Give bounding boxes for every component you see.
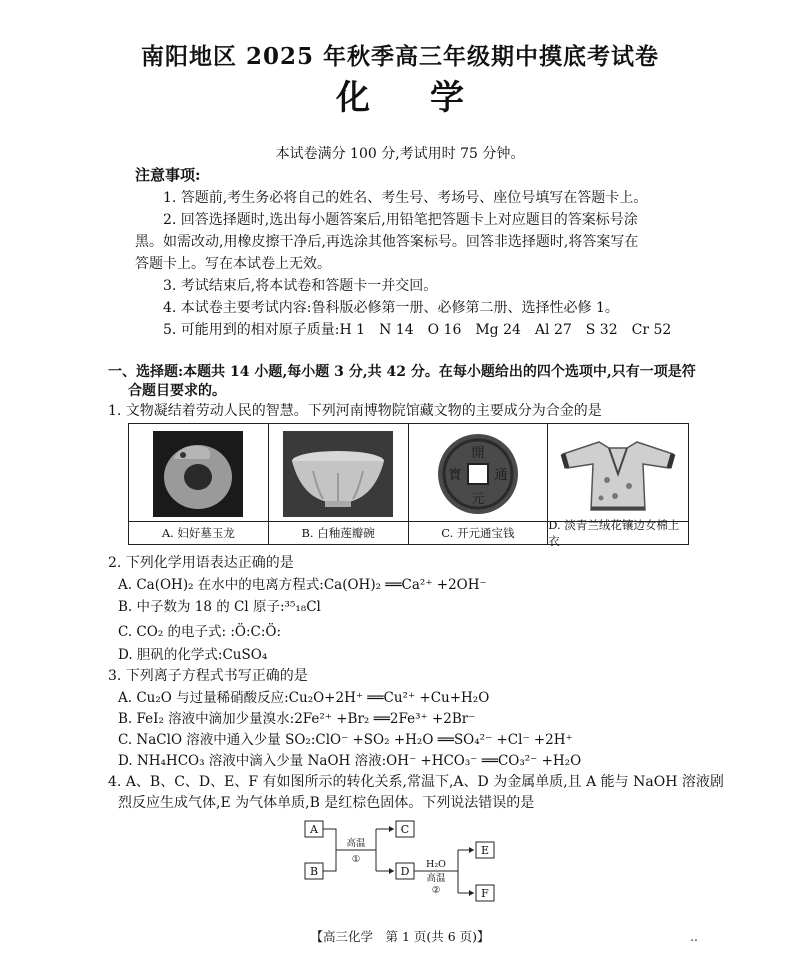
relic-cell-d (548, 424, 688, 548)
section-heading: 一、选择题:本题共 14 小题,每小题 3 分,共 42 分。在每小题给出的四个选项中,只有一项是符 (108, 364, 696, 380)
question-2-option-d: D. 胆矾的化学式:CuSO₄ (118, 647, 268, 663)
relic-cell-a (129, 424, 269, 544)
condition-2-label: 高温 (426, 873, 446, 884)
question-3-option-a: A. Cu₂O 与过量稀硝酸反应:Cu₂O+2H⁺ ══Cu²⁺ +Cu+H₂O (118, 690, 490, 706)
node-a: A (310, 823, 318, 836)
question-3-option-d: D. NH₄HCO₃ 溶液中滴入少量 NaOH 溶液:OH⁻ +HCO₃⁻ ══CO₃²⁻ +H₂O (118, 753, 582, 769)
question-3-option-c: C. NaClO 溶液中通入少量 SO₂:ClO⁻ +SO₂ +H₂O ══SO₄²⁻ +Cl⁻ +2H⁺ (118, 732, 573, 748)
question-3-option-b: B. FeI₂ 溶液中滴加少量溴水:2Fe²⁺ +Br₂ ══2Fe³⁺ +2Br⁻ (118, 711, 476, 727)
question-2-option-a: A. Ca(OH)₂ 在水中的电离方程式:Ca(OH)₂ ══Ca²⁺ +2OH⁻ (118, 577, 487, 593)
condition-1-label: 高温 (346, 838, 366, 849)
relic-cell-b (269, 424, 409, 544)
exam-title: 南阳地区 2025 年秋季高三年级期中摸底考试卷 (140, 43, 660, 70)
subject-title: 化学 (336, 78, 524, 118)
condition-2-reagent: H₂O (426, 859, 446, 870)
notice-line-4: 答题卡上。写在本试卷上无效。 (135, 256, 331, 272)
relic-cell-c (409, 424, 549, 544)
embroidered-jacket-image (558, 429, 678, 519)
svg-text:寶: 寶 (448, 468, 462, 483)
score-note: 本试卷满分 100 分,考试用时 75 分钟。 (275, 146, 525, 162)
question-3-stem: 3. 下列离子方程式书写正确的是 (108, 668, 308, 684)
svg-text:開: 開 (471, 446, 485, 461)
reactant-bracket (323, 829, 336, 871)
option-d-caption: D. 淡青兰绒花镶边女棉上衣 (548, 521, 688, 544)
notice-line-7: 5. 可能用到的相对原子质量:H 1 N 14 O 16 Mg 24 Al 27 S 32 Cr 52 (163, 322, 672, 338)
jade-dragon-image (139, 429, 258, 519)
notice-heading: 注意事项: (135, 166, 201, 184)
kaiyuan-coin-image (419, 429, 538, 519)
question-1-stem: 1. 文物凝结着劳动人民的智慧。下列河南博物院馆藏文物的主要成分为合金的是 (108, 403, 602, 419)
question-2-option-b: B. 中子数为 18 的 Cl 原子:³⁵₁₈Cl (118, 599, 321, 615)
question-2-stem: 2. 下列化学用语表达正确的是 (108, 555, 294, 571)
node-e: E (480, 844, 490, 857)
question-4-stem-cont: 烈反应生成气体,E 为气体单质,B 是红棕色固体。下列说法错误的是 (118, 795, 535, 811)
node-d: D (400, 865, 410, 878)
option-c-caption: C. 开元通宝钱 (409, 521, 548, 544)
option-a-caption: A. 妇好墓玉龙 (129, 521, 268, 544)
section-heading-cont: 合题目要求的。 (128, 383, 226, 399)
conversion-diagram (300, 815, 520, 915)
notice-line-3: 黑。如需改动,用橡皮擦干净后,再选涂其他答案标号。回答非选择题时,将答案写在 (135, 234, 639, 250)
notice-line-1: 1. 答题前,考生务必将自己的姓名、考生号、考场号、座位号填写在答题卡上。 (163, 190, 648, 206)
option-b-caption: B. 白釉莲瓣碗 (269, 521, 408, 544)
notice-line-6: 4. 本试卷主要考试内容:鲁科版必修第一册、必修第二册、选择性必修 1。 (163, 300, 619, 316)
notice-line-5: 3. 考试结束后,将本试卷和答题卡一并交回。 (163, 278, 438, 294)
notice-line-2: 2. 回答选择题时,选出每小题答案后,用铅笔把答题卡上对应题目的答案标号涂 (163, 212, 638, 228)
condition-1-number: ① (351, 854, 361, 865)
node-b: B (309, 865, 319, 878)
relic-image-table (128, 423, 689, 548)
corner-mark: ‥ (690, 930, 699, 944)
condition-2-number: ② (431, 885, 441, 896)
node-f: F (481, 887, 489, 900)
page-footer: 【高三化学 第 1 页(共 6 页)】 (310, 929, 490, 944)
question-2-option-c: C. CO₂ 的电子式: :Ö:C:Ö: (118, 624, 282, 640)
svg-text:通: 通 (494, 468, 508, 483)
white-glaze-bowl-image (279, 429, 398, 519)
svg-text:元: 元 (471, 492, 485, 507)
question-4-stem: 4. A、B、C、D、E、F 有如图所示的转化关系,常温下,A、D 为金属单质,且 A 能与 NaOH 溶液剧 (108, 774, 724, 790)
node-c: C (400, 823, 410, 836)
